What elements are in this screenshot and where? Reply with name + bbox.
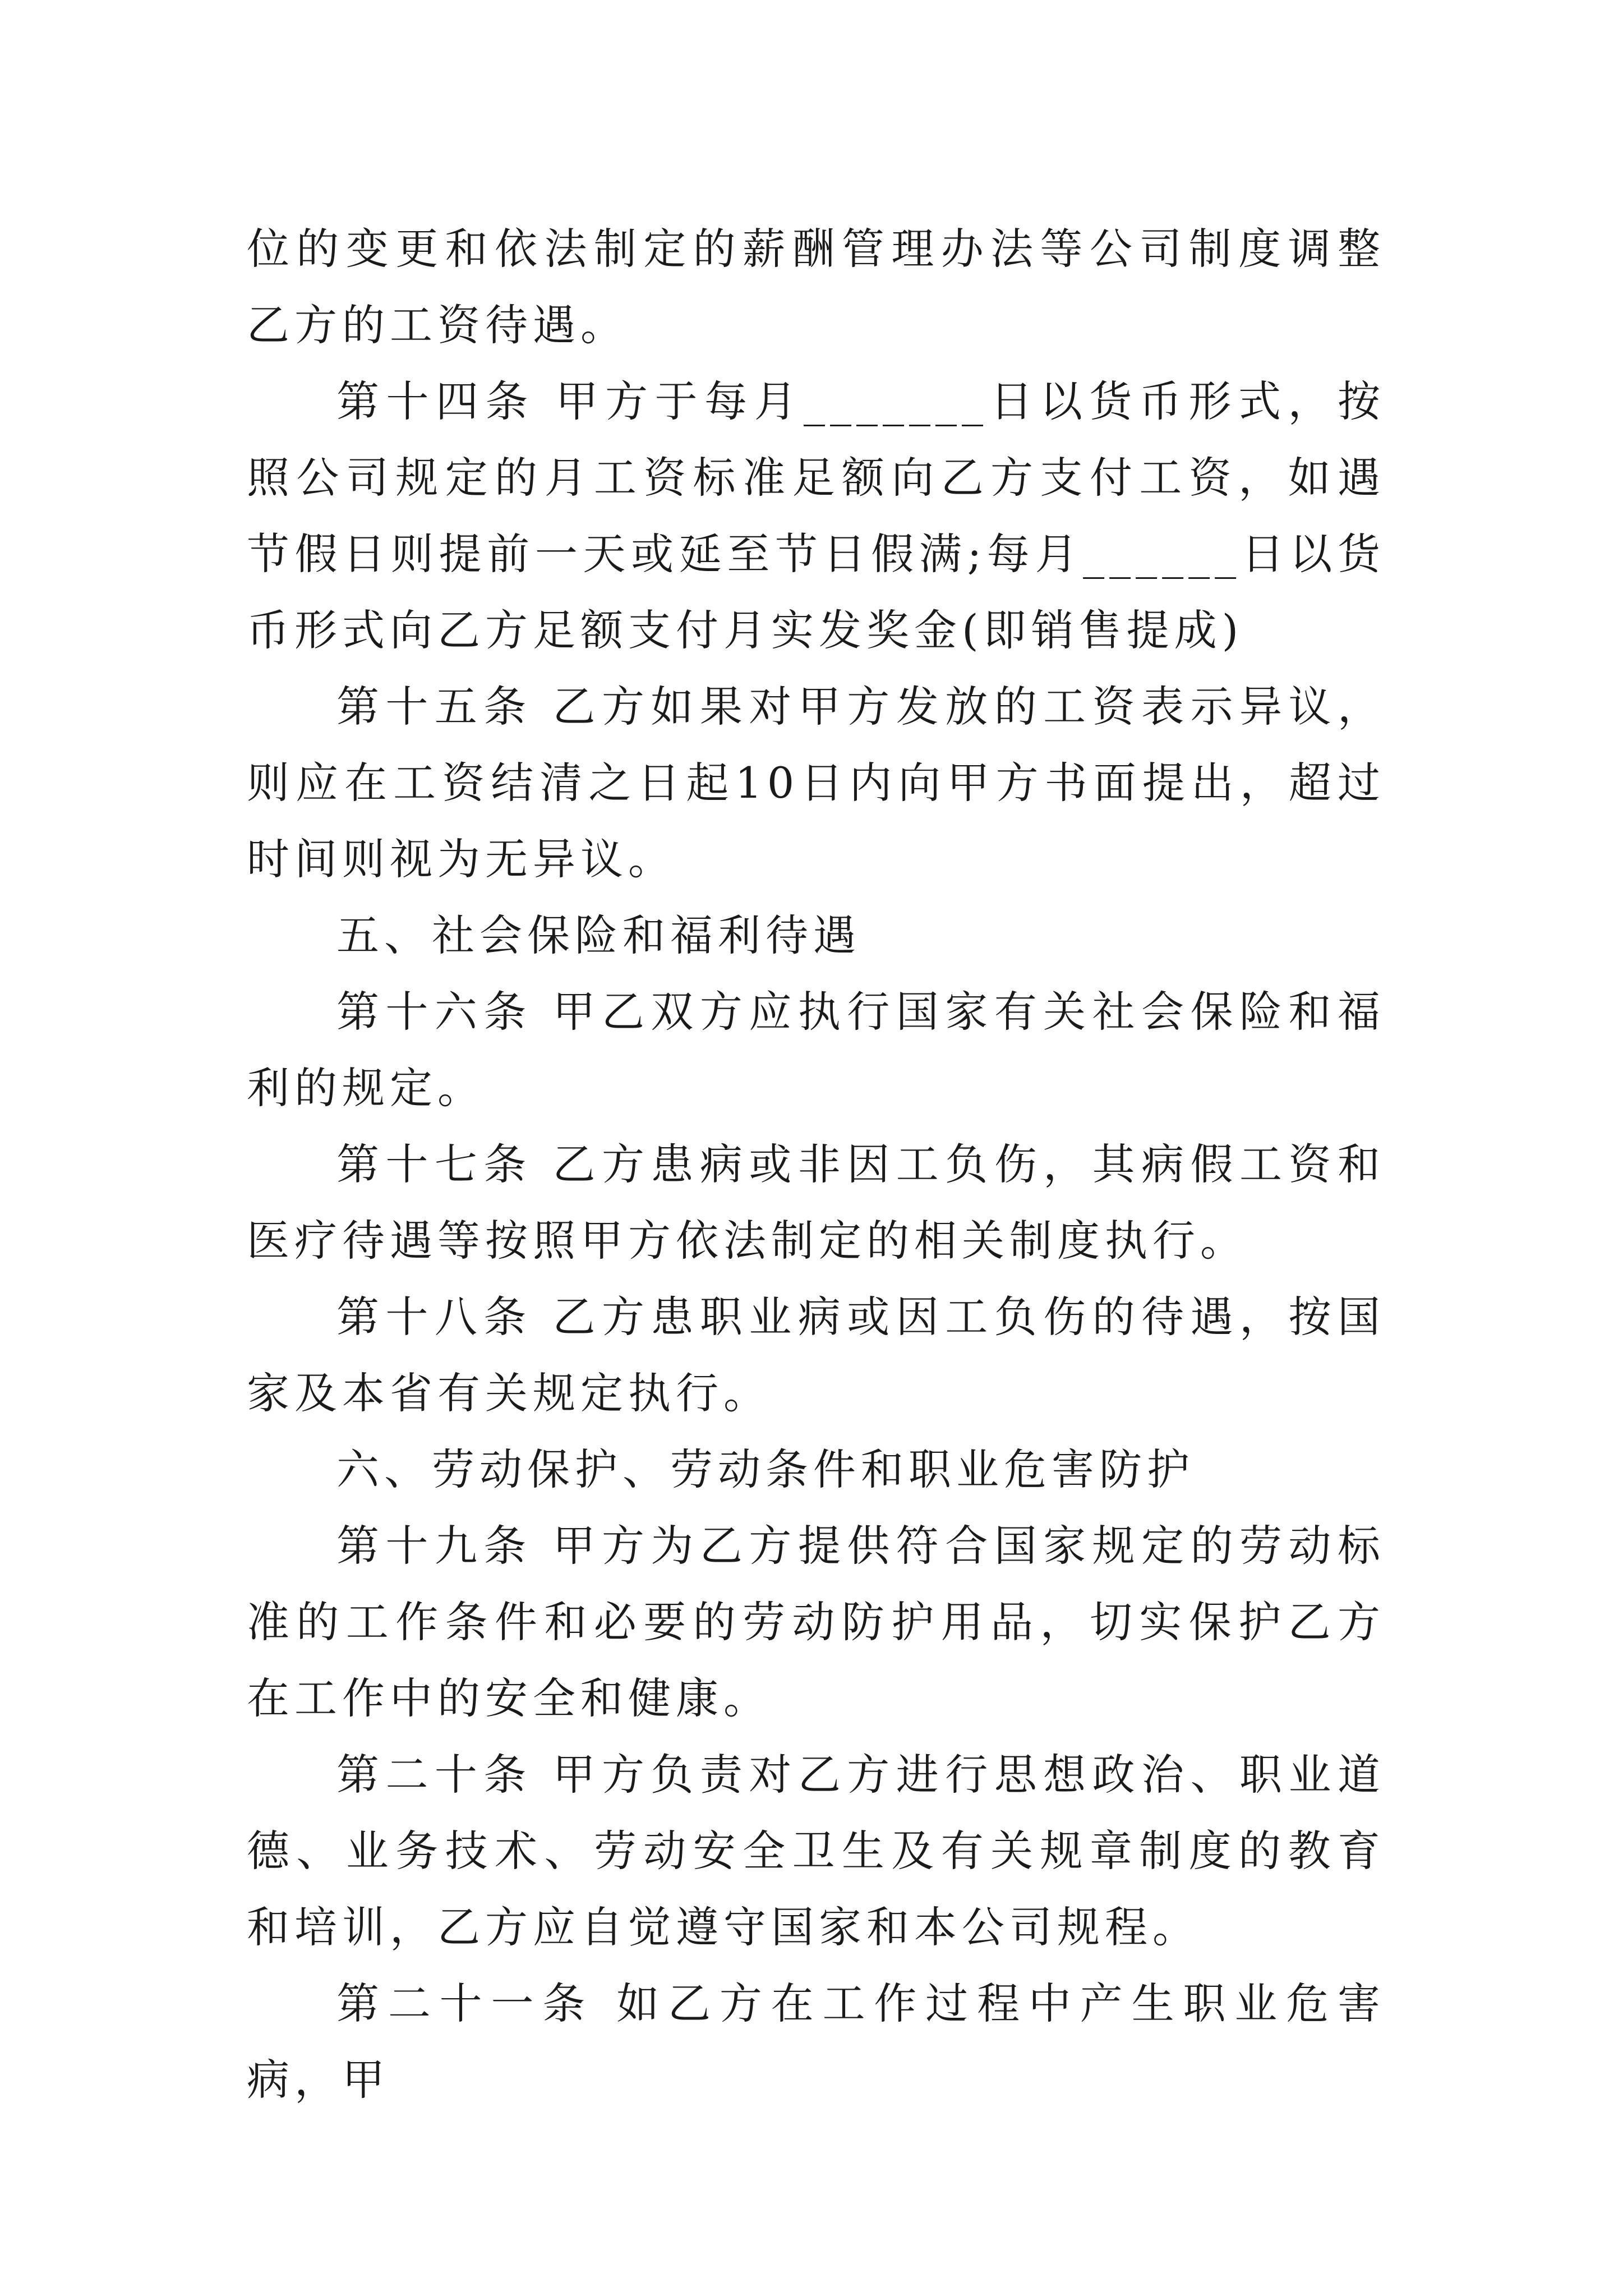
article-18: 第十八条 乙方患职业病或因工负伤的待遇，按国家及本省有关规定执行。: [247, 1292, 1385, 1418]
article-17: 第十七条 乙方患病或非因工负伤，其病假工资和医疗待遇等按照甲方依法制定的相关制度执行。: [247, 1139, 1385, 1266]
section-heading-social-insurance: 五、社会保险和福利待遇: [336, 910, 861, 960]
article-19: 第十九条 甲方为乙方提供符合国家规定的劳动标准的工作条件和必要的劳动防护用品，切实保护乙方在工作中的安全和健康。: [247, 1521, 1385, 1723]
article-14: 第十四条 甲方于每月_______日以货币形式，按照公司规定的月工资标准足额向乙方支付工资，如遇节假日则提前一天或延至节日假满;每月______日以货币形式向乙方足额支付月实发奖金(即销售提成): [247, 376, 1385, 655]
article-21: 第二十一条 如乙方在工作过程中产生职业危害病，甲: [247, 1978, 1385, 2105]
article-20: 第二十条 甲方负责对乙方进行思想政治、职业道德、业务技术、劳动安全卫生及有关规章制度的教育和培训，乙方应自觉遵守国家和本公司规程。: [247, 1750, 1385, 1952]
section-heading-labor-protection: 六、劳动保护、劳动条件和职业危害防护: [336, 1444, 1195, 1494]
article-16: 第十六条 甲乙双方应执行国家有关社会保险和福利的规定。: [247, 987, 1385, 1113]
document-body: [247, 211, 1385, 2118]
paragraph-continuation: 位的变更和依法制定的薪酬管理办法等公司制度调整乙方的工资待遇。: [247, 224, 1385, 350]
article-15: 第十五条 乙方如果对甲方发放的工资表示异议，则应在工资结清之日起10日内向甲方书面提出，超过时间则视为无异议。: [247, 682, 1385, 884]
